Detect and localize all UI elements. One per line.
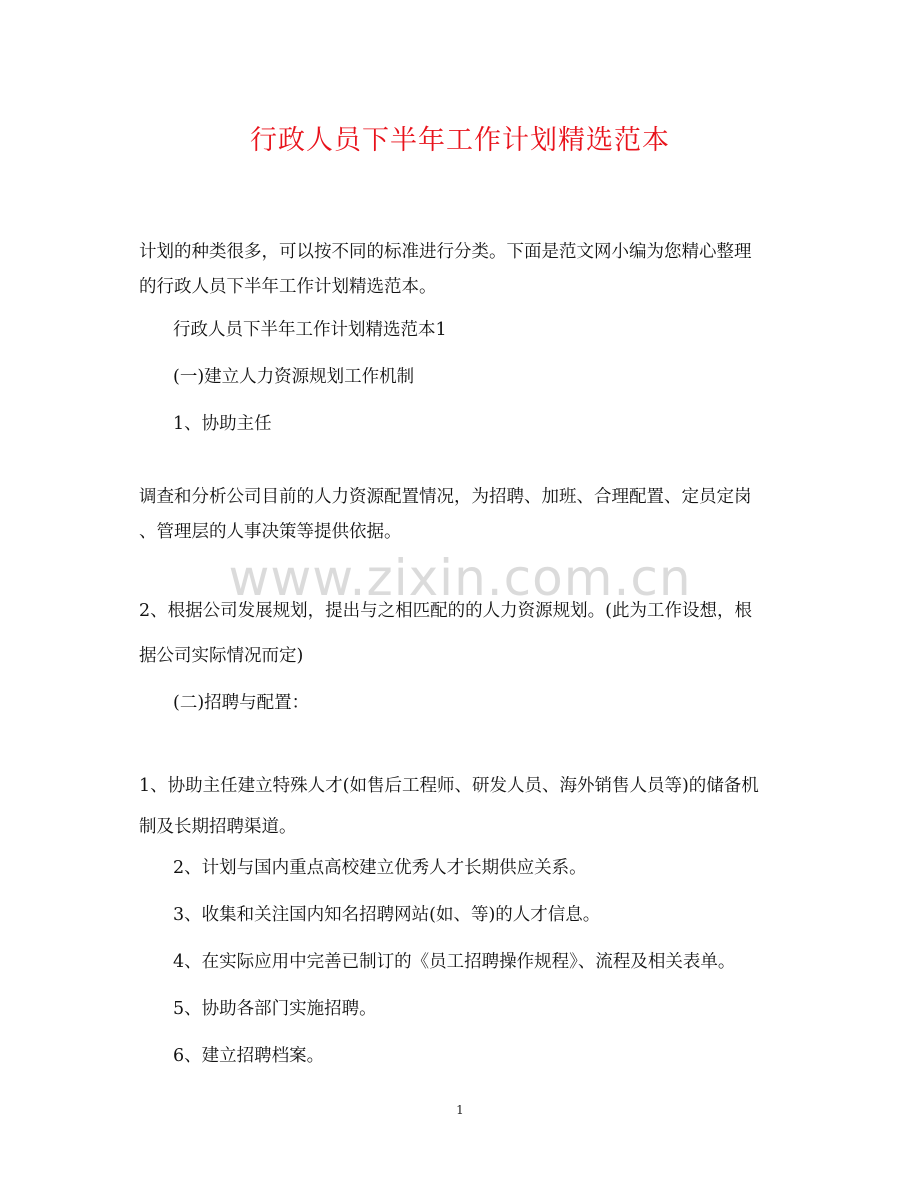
- list-item: 1、协助主任: [173, 414, 272, 434]
- paragraph-line: 制及长期招聘渠道。: [139, 817, 297, 837]
- list-item: 4、在实际应用中完善已制订的《员工招聘操作规程》、流程及相关表单。: [173, 952, 736, 972]
- watermark: www.zixin.com.cn: [228, 549, 692, 607]
- subsection-heading-1: (一)建立人力资源规划工作机制: [173, 367, 415, 387]
- list-item: 2、根据公司发展规划，提出与之相匹配的的人力资源规划。(此为工作设想，根: [139, 601, 752, 621]
- subsection-heading-2: (二)招聘与配置：: [173, 693, 310, 713]
- intro-line-2: 的行政人员下半年工作计划精选范本。: [139, 277, 437, 297]
- list-item: 3、收集和关注国内知名招聘网站(如、等)的人才信息。: [173, 905, 601, 925]
- list-item: 1、协助主任建立特殊人才(如售后工程师、研发人员、海外销售人员等)的储备机: [139, 776, 759, 796]
- section-heading: 行政人员下半年工作计划精选范本1: [173, 320, 447, 340]
- paragraph-line: 、管理层的人事决策等提供依据。: [139, 522, 402, 542]
- intro-line-1: 计划的种类很多，可以按不同的标准进行分类。下面是范文网小编为您精心整理: [139, 242, 752, 262]
- list-item: 5、协助各部门实施招聘。: [173, 999, 377, 1019]
- list-item: 6、建立招聘档案。: [173, 1046, 325, 1066]
- paragraph-line: 调查和分析公司目前的人力资源配置情况，为招聘、加班、合理配置、定员定岗: [139, 487, 752, 507]
- document-title: 行政人员下半年工作计划精选范本: [250, 125, 670, 156]
- page-number: 1: [456, 1103, 464, 1117]
- list-item: 2、计划与国内重点高校建立优秀人才长期供应关系。: [173, 858, 587, 878]
- paragraph-line: 据公司实际情况而定): [139, 646, 304, 666]
